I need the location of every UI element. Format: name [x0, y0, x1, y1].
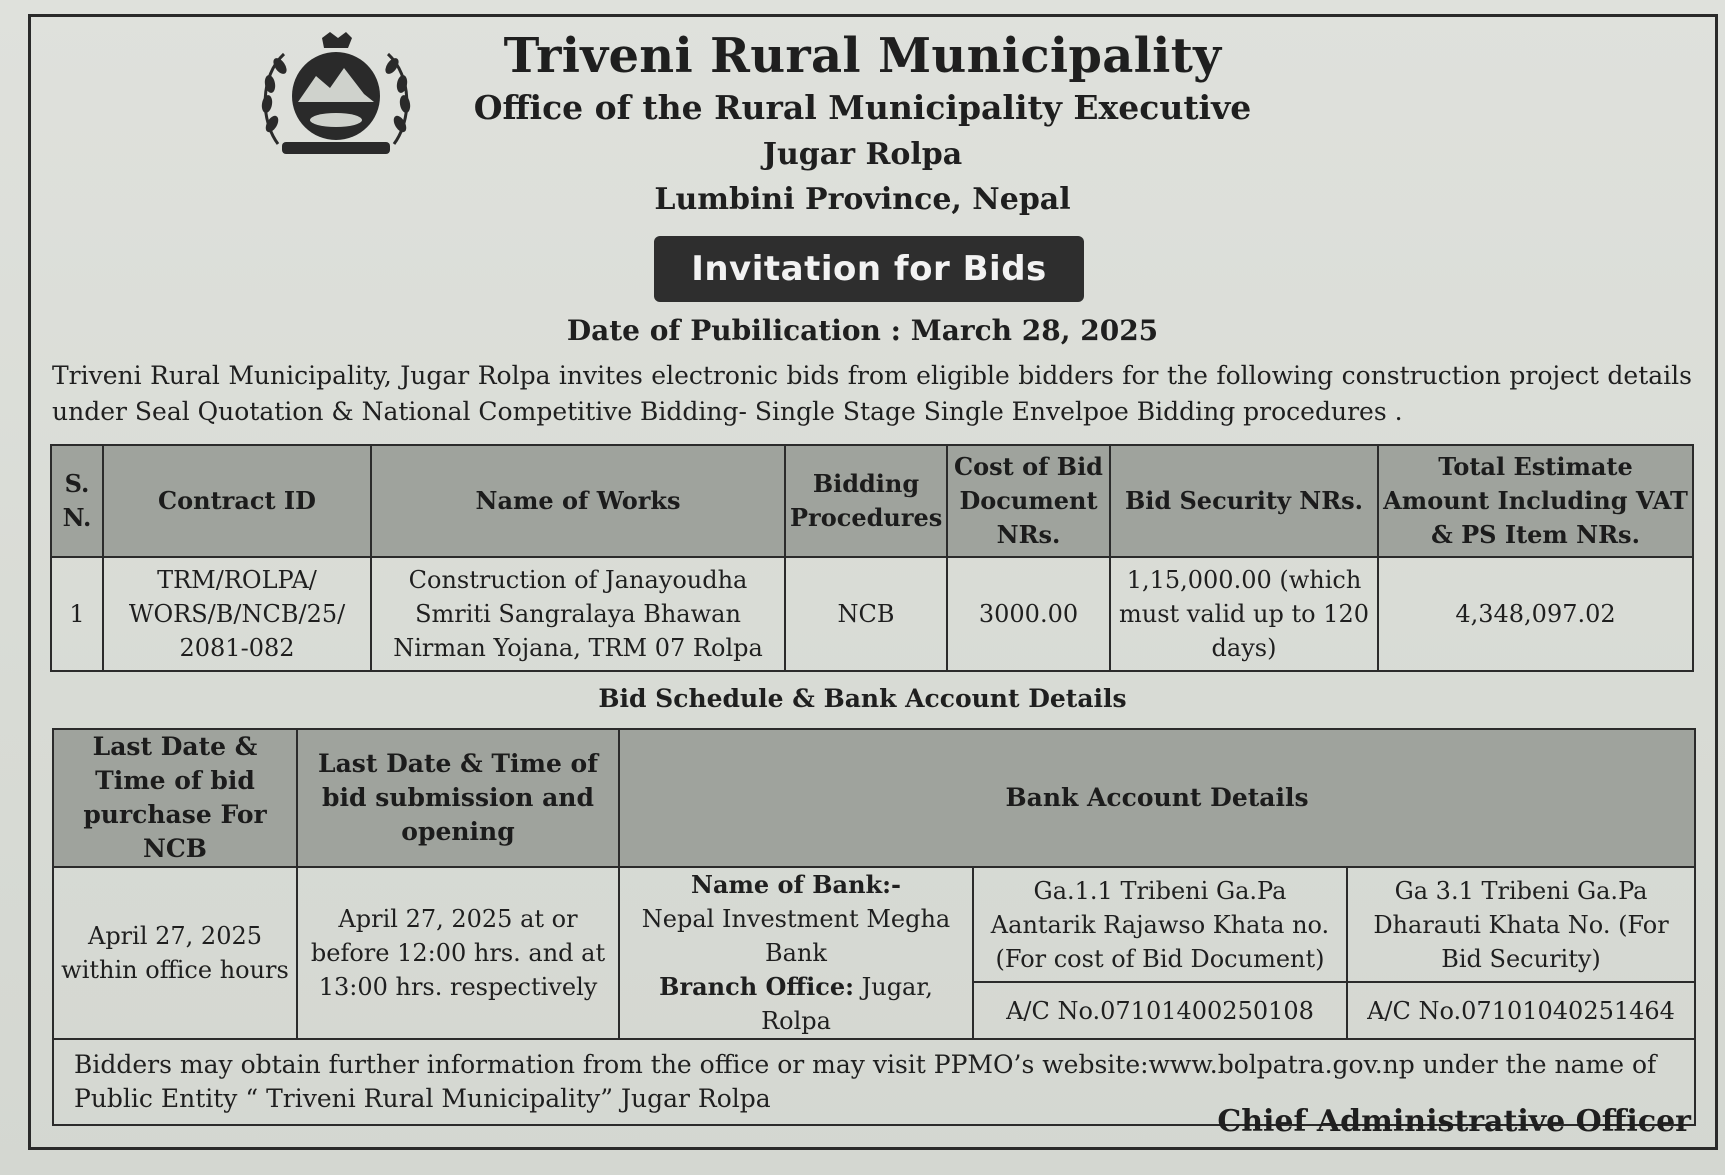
table-row [53, 867, 1695, 982]
municipality-name: Triveni Rural Municipality [503, 28, 1222, 84]
header-bid-security: Bid Security NRs. [1110, 445, 1378, 557]
cell-account2-number: A/C No.07101040251464 [1347, 982, 1695, 1039]
office-name: Office of the Rural Municipality Executive [473, 88, 1252, 127]
header-bidding-procedures: Bidding Procedures [785, 445, 947, 557]
header-submission-date: Last Date & Time of bid submission and opening [297, 729, 619, 867]
cell-total-estimate: 4,348,097.02 [1378, 557, 1693, 671]
office-location: Jugar Rolpa [762, 137, 963, 172]
works-table-header-row [51, 445, 1693, 557]
branch-label: Branch Office: [659, 972, 854, 1001]
cell-account1-number: A/C No.07101400250108 [973, 982, 1347, 1039]
header-total-estimate: Total Estimate Amount Including VAT & PS Item NRs. [1378, 445, 1693, 557]
bank-name: Nepal Investment Megha Bank [641, 905, 951, 967]
branch-name: Jugar, Rolpa [761, 973, 933, 1035]
table-row [51, 557, 1693, 671]
header-cost-of-bid-document: Cost of Bid Document NRs. [947, 445, 1110, 557]
notice-title-banner: Invitation for Bids [654, 236, 1084, 302]
publication-date: Date of Pubilication : March 28, 2025 [566, 314, 1159, 347]
intro-paragraph: Triveni Rural Municipality, Jugar Rolpa invites electronic bids from eligible bidders for the following construction project details under Seal Quotation & National Competitive Bidding- Single Stage Single Envelpoe Bidding procedures . [52, 361, 1692, 426]
cell-contract-id: TRM/ROLPA/ WORS/B/NCB/25/ 2081-082 [103, 557, 371, 671]
header-contract-id: Contract ID [103, 445, 371, 557]
further-info-note: Bidders may obtain further information from the office or may visit PPMO’s website:www.bolpatra.gov.np under the name of Public Entity “ Triveni Rural Municipality” Jugar Rolpa [53, 1039, 1695, 1125]
cell-purchase-date: April 27, 2025 within office hours [53, 867, 297, 1039]
cell-bank-info [619, 867, 973, 1039]
cell-cost-of-bid-document: 3000.00 [947, 557, 1110, 671]
bank-name-label: Name of Bank:- [691, 870, 901, 899]
schedule-table [52, 728, 1696, 1126]
cell-bid-security: 1,15,000.00 (which must valid up to 120 days) [1110, 557, 1378, 671]
header-bank-account-details: Bank Account Details [619, 729, 1695, 867]
province-line: Lumbini Province, Nepal [654, 182, 1071, 217]
signature-title: Chief Administrative Officer [1217, 1104, 1691, 1139]
cell-name-of-works: Construction of Janayoudha Smriti Sangralaya Bhawan Nirman Yojana, TRM 07 Rolpa [371, 557, 785, 671]
schedule-header-row [53, 729, 1695, 867]
cell-account1-title: Ga.1.1 Tribeni Ga.Pa Aantarik Rajawso Khata no. (For cost of Bid Document) [973, 867, 1347, 982]
cell-sn: 1 [51, 557, 103, 671]
works-table [50, 444, 1694, 672]
header-purchase-date: Last Date & Time of bid purchase For NCB [53, 729, 297, 867]
schedule-title: Bid Schedule & Bank Account Details [598, 684, 1127, 713]
cell-bidding-procedures: NCB [785, 557, 947, 671]
header-name-of-works: Name of Works [371, 445, 785, 557]
cell-submission-date: April 27, 2025 at or before 12:00 hrs. and at 13:00 hrs. respectively [297, 867, 619, 1039]
cell-account2-title: Ga 3.1 Tribeni Ga.Pa Dharauti Khata No. (For Bid Security) [1347, 867, 1695, 982]
header-sn: S. N. [51, 445, 103, 557]
